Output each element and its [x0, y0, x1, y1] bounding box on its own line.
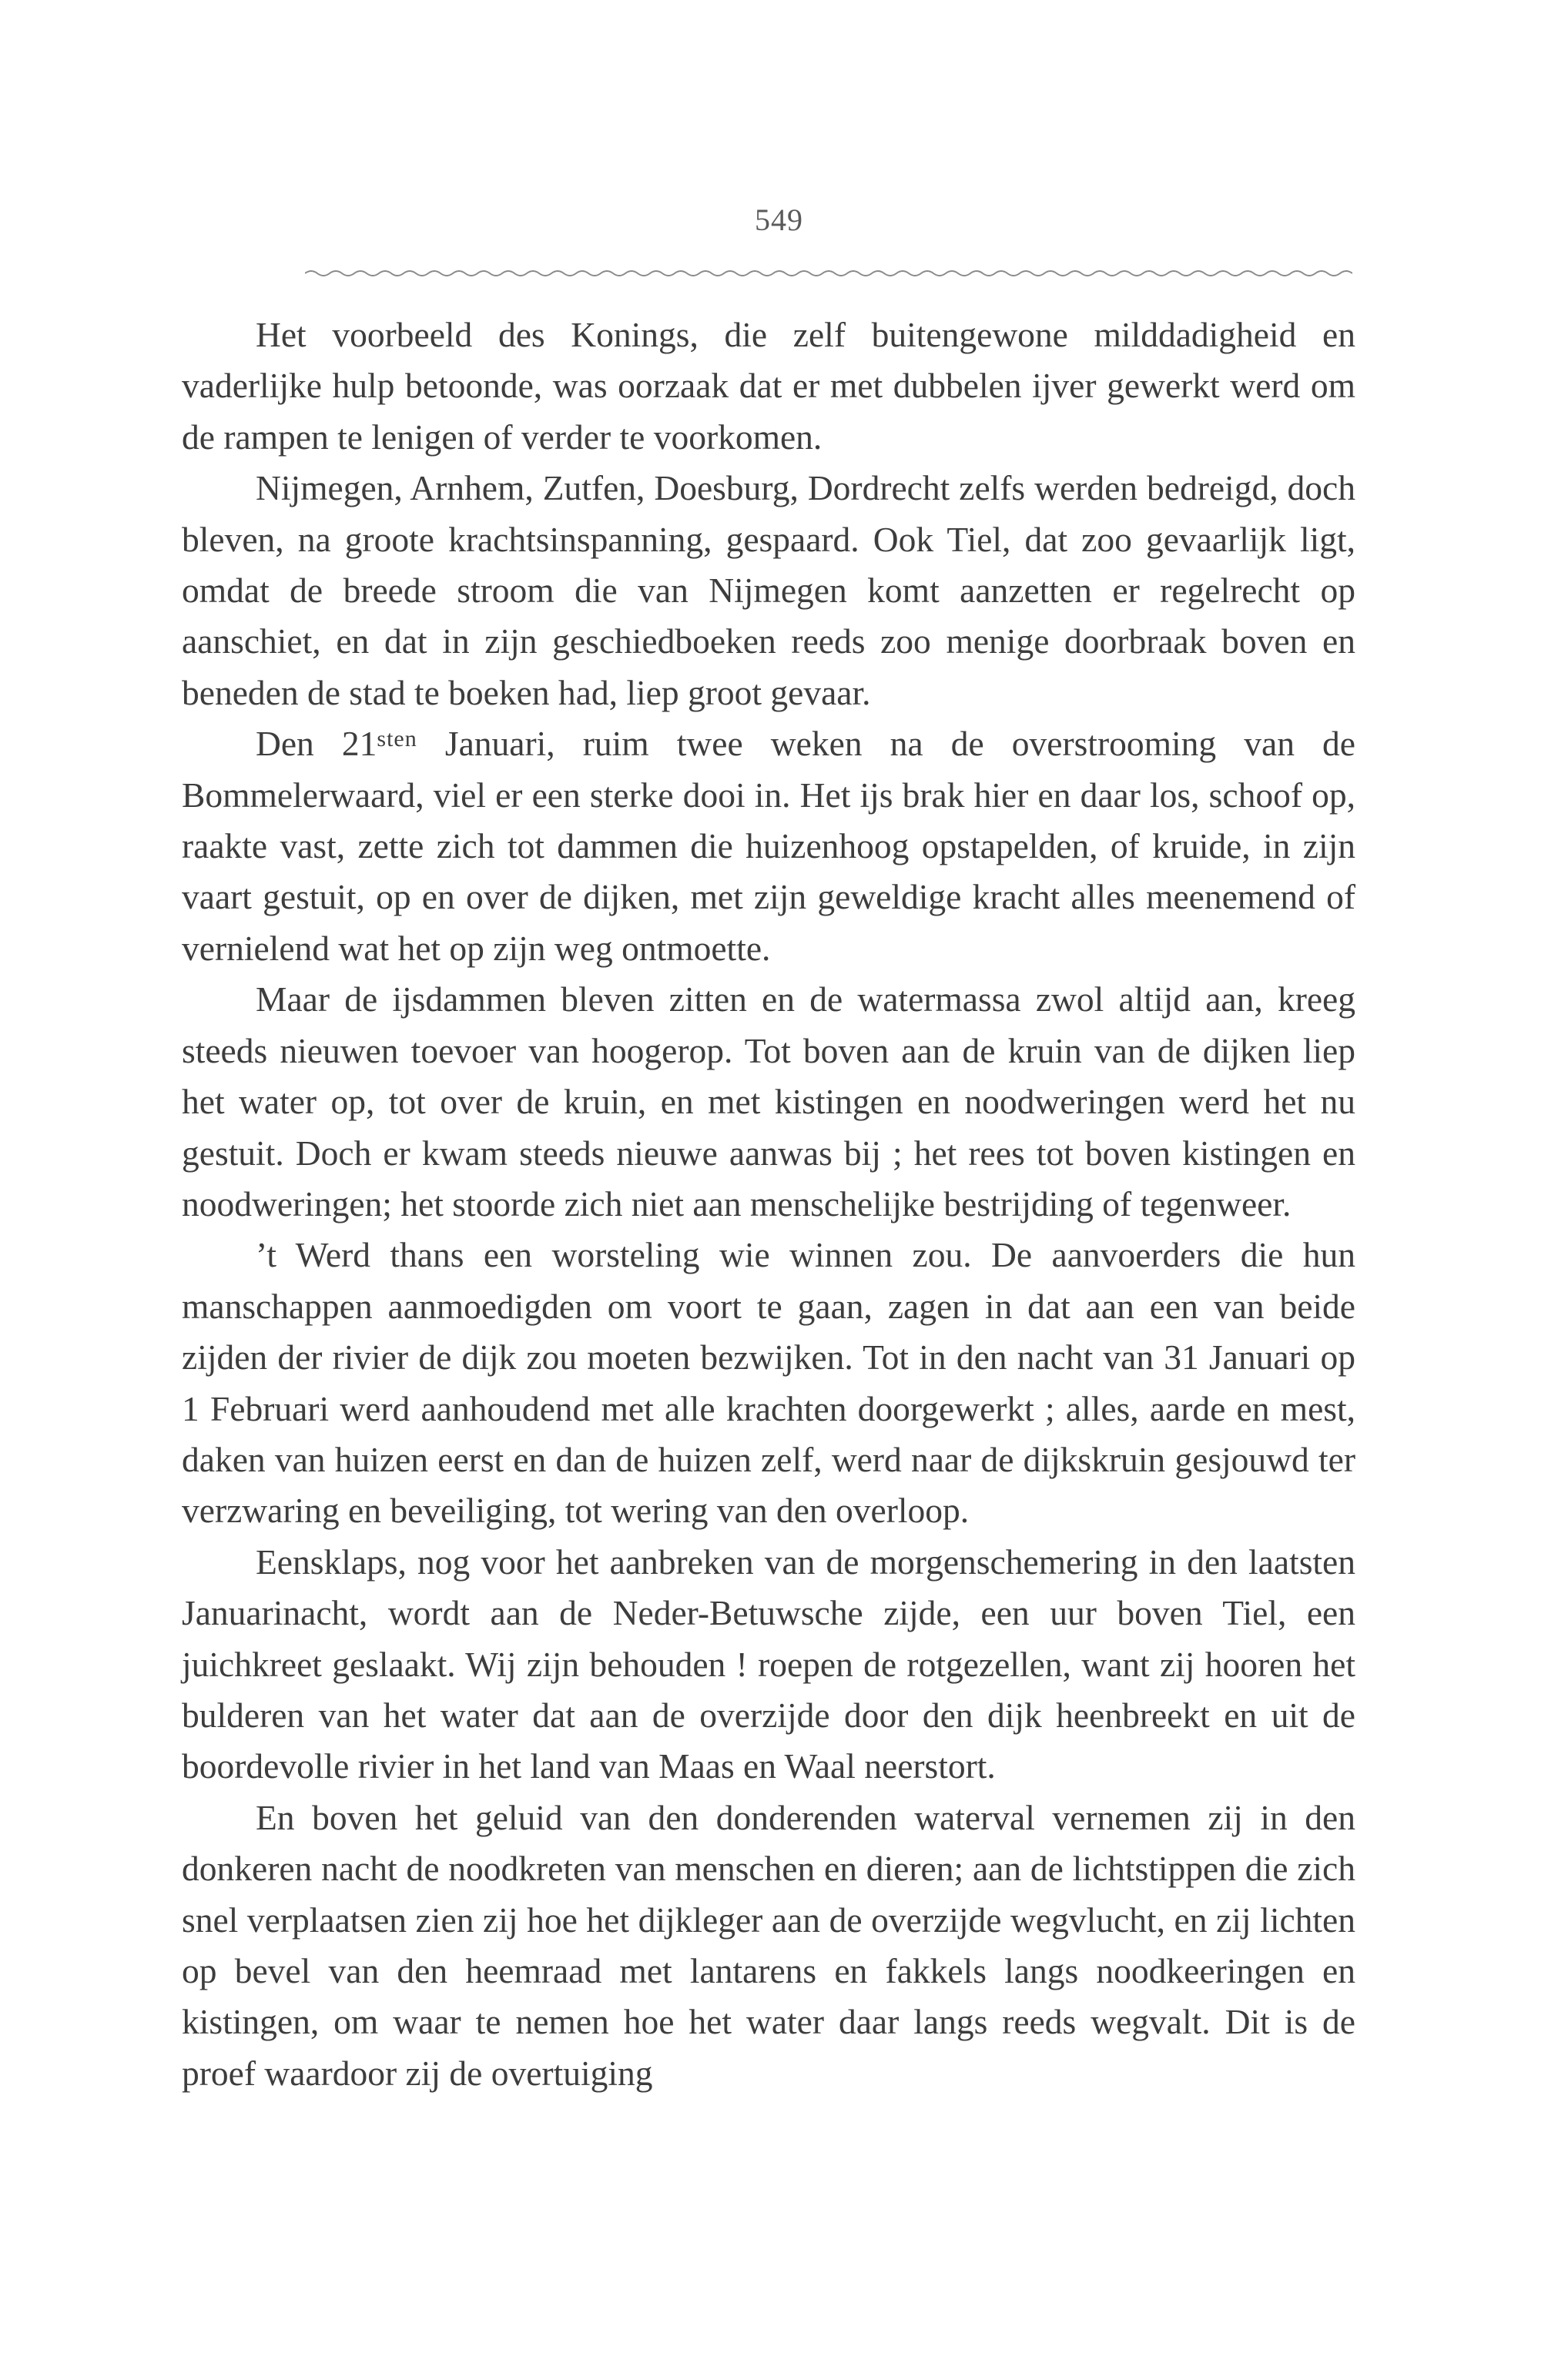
body-text: [182, 310, 1355, 2099]
ordinal-suffix: sten: [377, 726, 417, 752]
wavy-rule-line: [305, 271, 1352, 276]
decorative-wavy-rule: [305, 266, 1352, 281]
paragraph: En boven het geluid van den donderenden waterval vernemen zij in den donkeren nacht de noodkreten van menschen en dieren; aan de lichtstippen die zich snel verplaatsen zien zij hoe het dijkleger aan de overzijde wegvlucht, en zij lichten op bevel van den heemraad met lantarens en fakkels langs noodkeeringen en kistingen, om waar te nemen hoe het water daar langs reeds wegvalt. Dit is de proef waardoor zij de overtuiging: [182, 1797, 1355, 2093]
paragraph: [182, 718, 1355, 974]
paragraph: Het voorbeeld des Konings, die zelf buitengewone milddadigheid en vaderlijke hulp betoonde, was oorzaak dat er met dubbelen ijver gewerkt werd om de rampen te lenigen of verder te voorkomen.: [182, 315, 1355, 457]
paragraph: Nijmegen, Arnhem, Zutfen, Doesburg, Dordrecht zelfs werden bedreigd, doch bleven, na groote krachtsinspanning, gespaard. Ook Tiel, dat zoo gevaarlijk ligt, omdat de breede stroom die van Nijmegen komt aanzetten er regelrecht op aanschiet, en dat in zijn geschiedboeken reeds zoo menige doorbraak boven en beneden de stad te boeken had, liep groot gevaar.: [182, 468, 1355, 712]
page-number: 549: [755, 203, 803, 237]
paragraph-lead: Den 21: [256, 724, 377, 764]
paragraph: Maar de ijsdammen bleven zitten en de watermassa zwol altijd aan, kreeg steeds nieuwen toevoer van hoogerop. Tot boven aan de kruin van de dijken liep het water op, tot over de kruin, en met kistingen en noodweringen werd het nu gestuit. Doch er kwam steeds nieuwe aanwas bij ; het rees tot boven kistingen en noodweringen; het stoorde zich niet aan menschelijke bestrijding of tegenweer.: [182, 979, 1355, 1223]
paragraph: ’t Werd thans een worsteling wie winnen zou. De aanvoerders die hun manschappen aanmoedigden om voort te gaan, zagen in dat aan een van beide zijden der rivier de dijk zou moeten bezwijken. Tot in den nacht van 31 Januari op 1 Februari werd aanhoudend met alle krachten doorgewerkt ; alles, aarde en mest, daken van huizen eerst en dan de huizen zelf, werd naar de dijkskruin gesjouwd ter verzwaring en beveiliging, tot wering van den overloop.: [182, 1235, 1355, 1531]
paragraph-rest: Januari, ruim twee weken na de overstrooming van de Bommelerwaard, viel er een sterke dooi in. Het ijs brak hier en daar los, schoof op, raakte vast, zette zich tot dammen die huizenhoog opstapelden, of kruide, in zijn vaart gestuit, op en over de dijken, met zijn geweldige kracht alles meenemend of vernielend wat het op zijn weg ontmoette.: [182, 724, 1355, 968]
paragraph: Eensklaps, nog voor het aanbreken van de morgenschemering in den laatsten Januarinacht, wordt aan de Neder-Betuwsche zijde, een uur boven Tiel, een juichkreet geslaakt. Wij zijn behouden ! roepen de rotgezellen, want zij hooren het bulderen van het water dat aan de overzijde door den dijk heenbreekt en uit de boordevolle rivier in het land van Maas en Waal neerstort.: [182, 1541, 1355, 1786]
